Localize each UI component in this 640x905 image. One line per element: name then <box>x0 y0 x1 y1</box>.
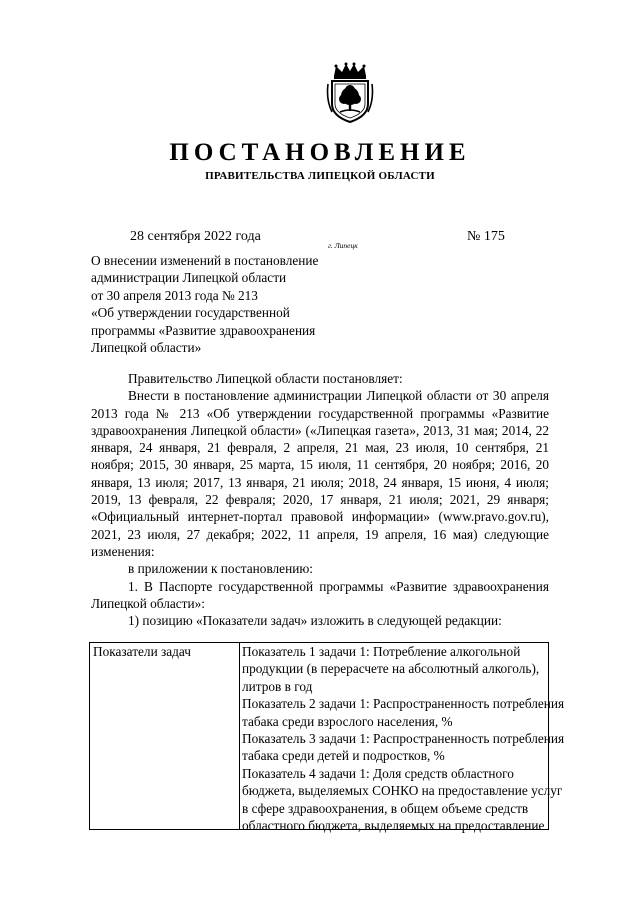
table-line: Показатель 2 задачи 1: Распространенность потребления <box>242 696 565 712</box>
coat-of-arms-icon <box>326 62 374 124</box>
table-line: Показатель 1 задачи 1: Потребление алкогольной <box>242 644 521 659</box>
subject-line: программы «Развитие здравоохранения <box>91 322 316 338</box>
document-number: № 175 <box>467 229 505 244</box>
subject-line: О внесении изменений в постановление <box>91 253 319 268</box>
table-content-cell <box>240 643 565 834</box>
indicators-table <box>89 642 565 834</box>
table-line: табака среди взрослого населения, % <box>242 713 453 729</box>
document-city: г. Липецк <box>328 241 358 250</box>
subject-line: от 30 апреля 2013 года № 213 <box>91 287 258 303</box>
document-body <box>91 370 549 629</box>
paragraph-subitem-1: 1) позицию «Показатели задач» изложить в следующей редакции: <box>128 613 502 629</box>
table-line: Показатель 4 задачи 1: Доля средств областного <box>242 765 514 781</box>
table-line: табака среди детей и подростков, % <box>242 748 445 764</box>
table-label-cell: Показатели задач <box>90 643 240 829</box>
subject-line: «Об утверждении государственной <box>91 305 290 321</box>
table-line: литров в год <box>242 678 313 694</box>
table-line: бюджета, выделяемых СОНКО на предоставление услуг <box>242 783 563 799</box>
document-subject <box>91 252 371 356</box>
table-line: продукции (в перерасчете на абсолютный алкоголь), <box>242 661 540 677</box>
document-title: ПОСТАНОВЛЕНИЕ <box>169 139 471 166</box>
table-line: Показатель 3 задачи 1: Распространенность потребления <box>242 731 565 747</box>
paragraph-item-1: 1. В Паспорте государственной программы «Развитие здравоохранения Липецкой области»: <box>91 578 549 611</box>
table-line: в сфере здравоохранения, в общем объеме средств <box>242 800 529 816</box>
resolution-intro: Правительство Липецкой области постановляет: <box>128 371 403 386</box>
document-subtitle: ПРАВИТЕЛЬСТВА ЛИПЕЦКОЙ ОБЛАСТИ <box>205 170 435 182</box>
document-date: 28 сентября 2022 года <box>130 229 261 244</box>
subject-line: Липецкой области» <box>91 340 202 356</box>
paragraph-appendix: в приложении к постановлению: <box>128 561 313 577</box>
paragraph-amendments: Внести в постановление администрации Липецкой области от 30 апреля 2013 года № 213 «Об утверждении государственной программы «Развитие здравоохранения Липецкой области» («Липецкая газета», 2013, 31 мая; 2014, 22 января, 24 января, 21 февраля, 2 апреля, 21 мая, 23 июля, 10 сентября, 21 ноября; 2015, 30 января, 25 марта, 15 июля, 11 сентября, 20 ноября; 2016, 20 января, 13 июля; 2017, 13 января, 21 июля; 2018, 24 января, 15 июня, 4 июля; 2019, 13 февраля, 22 февраля; 2020, 17 января, 21 июля; 2021, 29 января; «Официальный интернет-портал правовой информации» (www.pravo.gov.ru), 2021, 23 июля, 27 декабря; 2022, 11 апреля, 19 апреля, 16 мая) следующие изменения: <box>91 388 549 559</box>
subject-line: администрации Липецкой области <box>91 270 287 286</box>
table-line: областного бюджета, выделяемых на предоставление <box>242 818 545 834</box>
